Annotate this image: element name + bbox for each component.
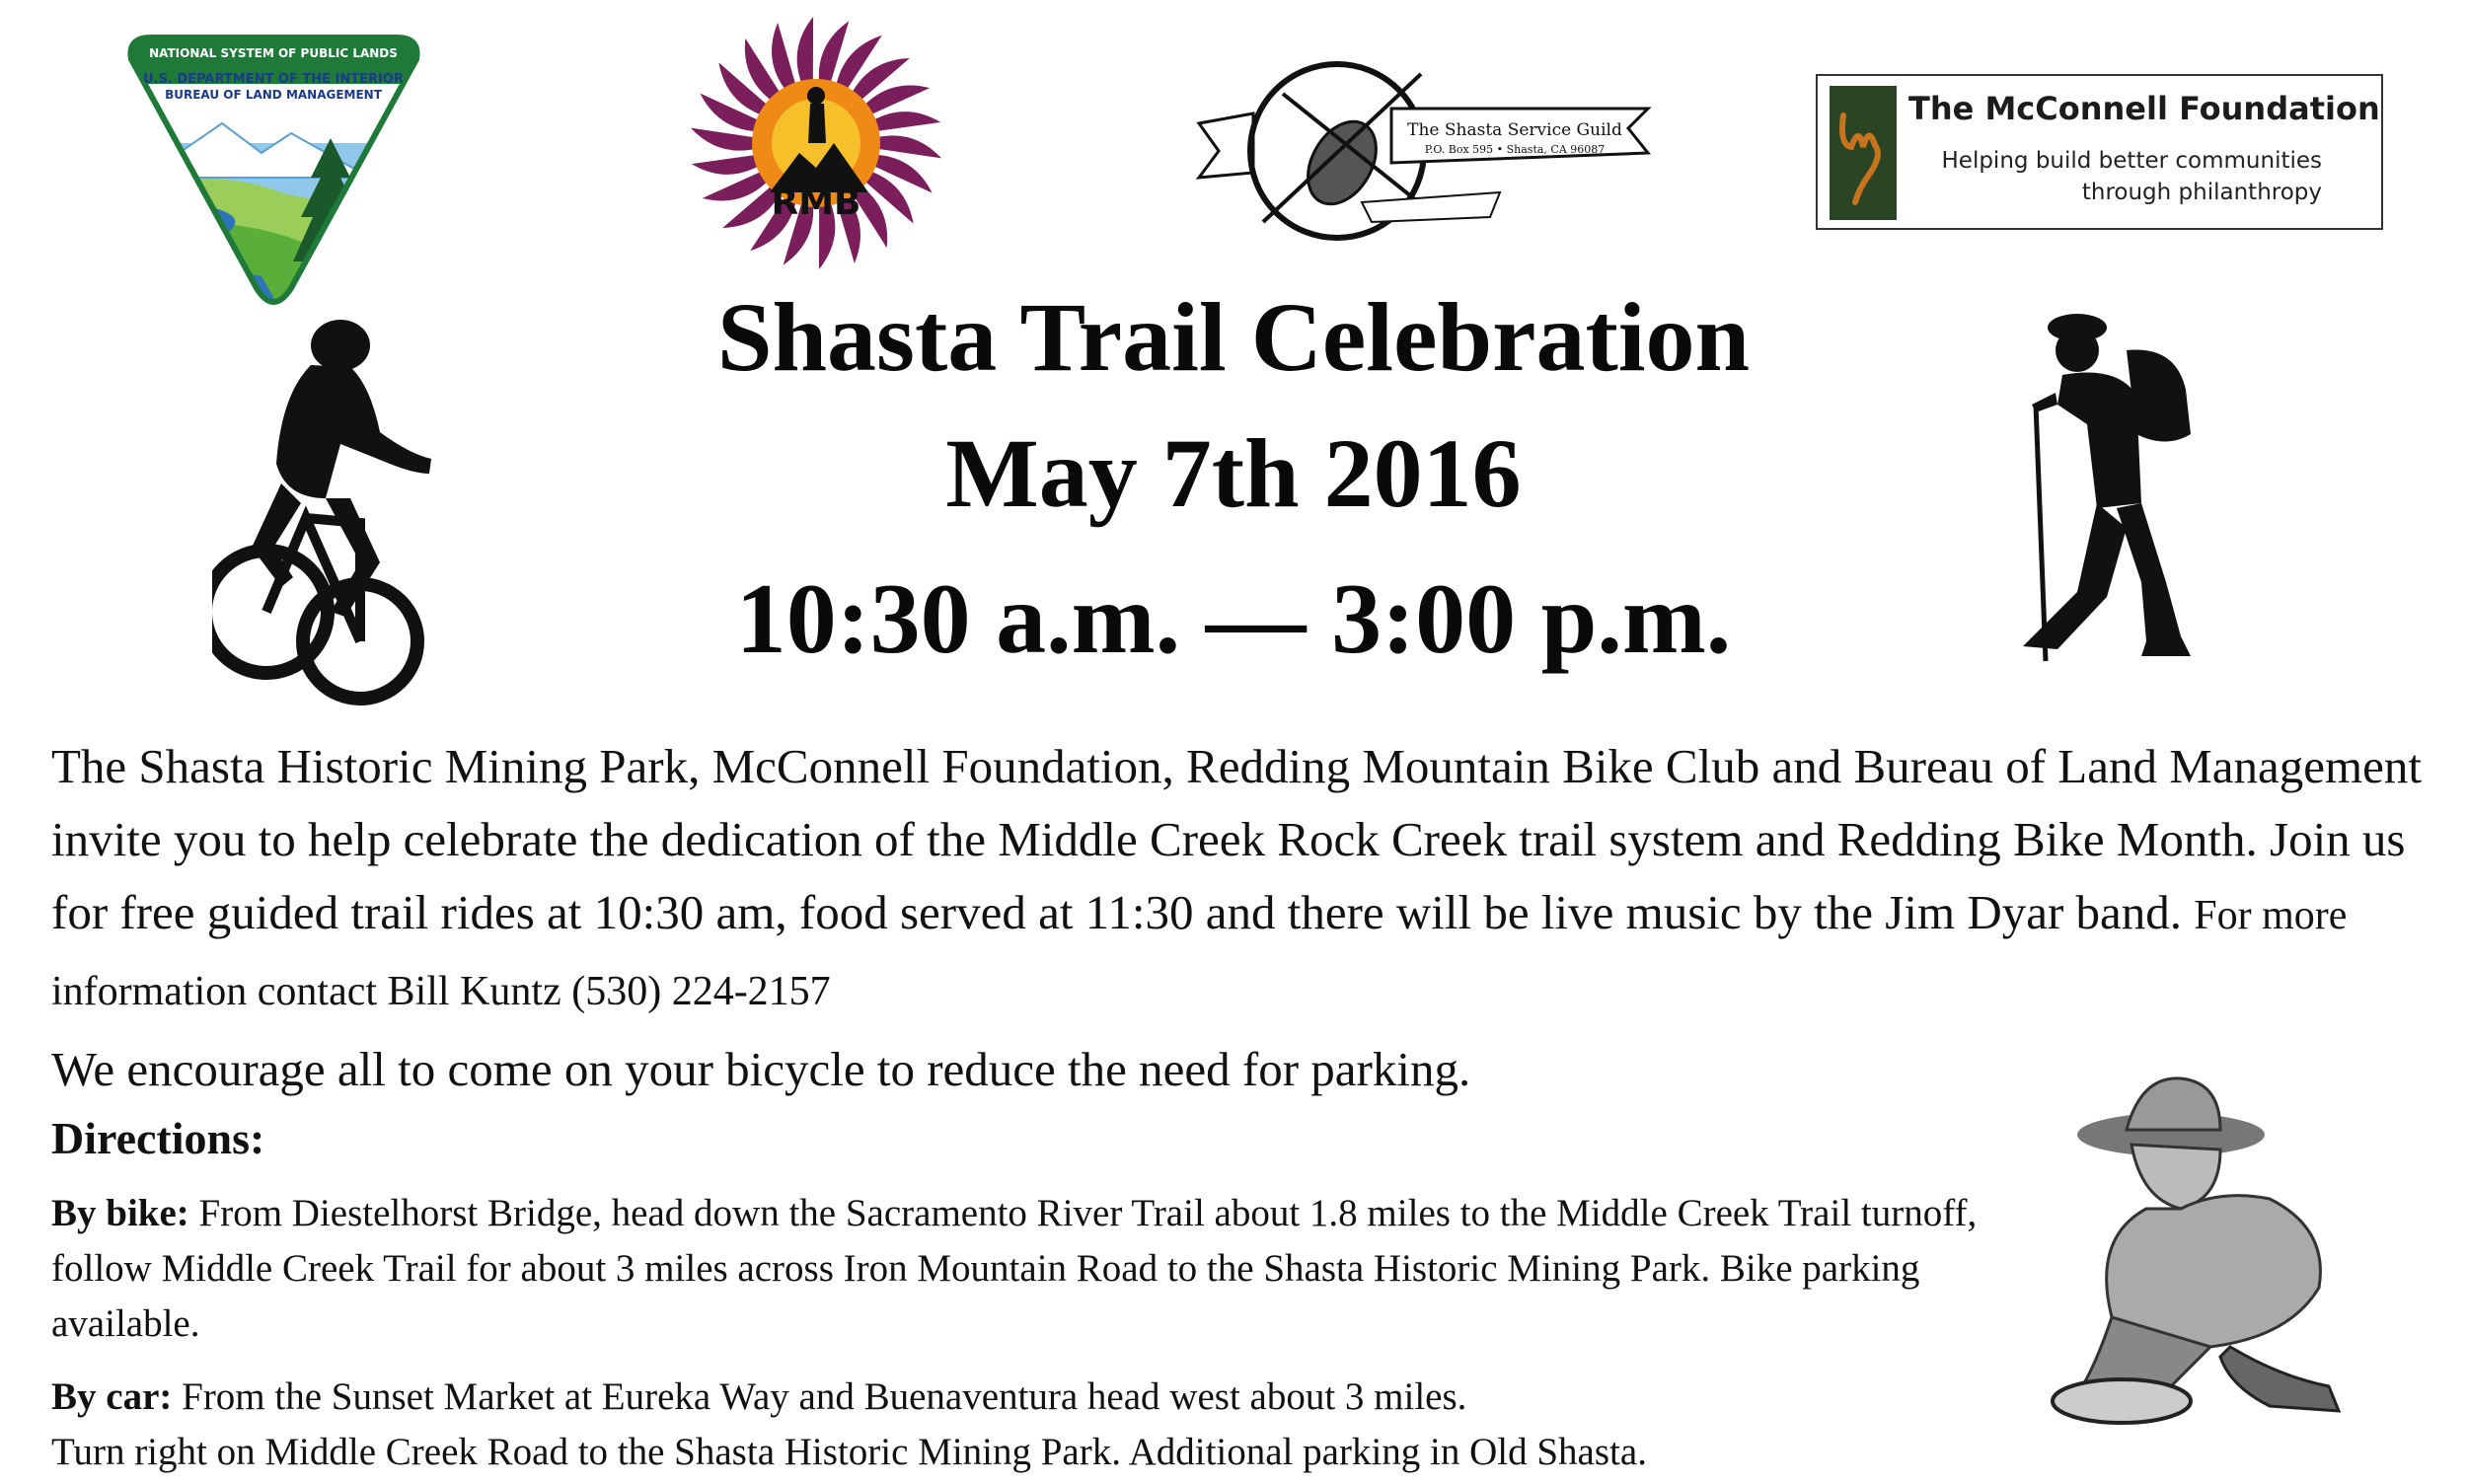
blm-line1: U.S. DEPARTMENT OF THE INTERIOR	[143, 72, 404, 87]
directions-heading: Directions:	[51, 1113, 265, 1163]
sun-ray	[703, 171, 770, 201]
mcconnell-tagline-1: Helping build better communities	[1941, 148, 2322, 174]
event-date: May 7th 2016	[945, 418, 1522, 528]
rmb-text: RMB	[771, 183, 861, 223]
event-title: Shasta Trail Celebration	[716, 282, 1751, 392]
car-directions	[51, 1370, 2015, 1480]
encourage-text: We encourage all to come on your bicycle to reduce the need for parking.	[51, 1042, 1471, 1096]
sun-ray	[772, 23, 796, 92]
sun-ray	[871, 111, 940, 131]
intro-paragraph	[51, 730, 2439, 1028]
sun-ray	[691, 128, 757, 151]
rmb-logo	[676, 5, 957, 281]
cyclist-illustration	[212, 316, 449, 710]
hiker-illustration	[2018, 306, 2225, 666]
mcconnell-tagline	[1942, 145, 2323, 208]
sun-ray	[862, 86, 930, 116]
intro-text: The Shasta Historic Mining Park, McConnell Foundation, Redding Mountain Bike Club and Bureau of Land Management invite you to help celebrate the dedication of the Middle Creek Rock Creek trail system and Redding Bike Month. Join us for free guided trail rides at 10:30 am, food served at 11:30 and there will be live music by the Jim Dyar band.	[51, 739, 2423, 939]
contact-info: For more information contact Bill Kuntz (530) 224-2157	[51, 893, 2348, 1014]
bike-directions-text: From Diestelhorst Bridge, head down the Sacramento River Trail about 1.8 miles to the Middle Creek Trail turnoff, follow Middle Creek Trail for about 3 miles across Iron Mountain Road to the Shasta Historic Mining Park. Bike parking available.	[51, 1192, 1978, 1345]
sun-ray	[875, 135, 941, 158]
blm-logo	[113, 30, 434, 311]
mcconnell-mark-icon	[1830, 86, 1897, 220]
mcconnell-tagline-2: through philanthropy	[2081, 180, 2322, 205]
guild-address: P.O. Box 595 • Shasta, CA 96087	[1424, 143, 1606, 156]
mcconnell-name: The McConnell Foundation	[1908, 90, 2380, 127]
shasta-service-guild-logo	[1194, 54, 1653, 247]
bike-directions	[51, 1186, 2015, 1352]
gold-miner-illustration	[2033, 1061, 2358, 1450]
sun-ray	[797, 17, 813, 86]
guild-name: The Shasta Service Guild	[1407, 120, 1622, 140]
car-label: By car:	[51, 1375, 173, 1418]
car-directions-text-2: Turn right on Middle Creek Road to the Shasta Historic Mining Park. Additional parking in Old Shasta.	[51, 1431, 1647, 1473]
mcconnell-foundation-logo	[1816, 74, 2383, 230]
sun-ray	[692, 155, 761, 175]
blm-top-text: NATIONAL SYSTEM OF PUBLIC LANDS	[149, 46, 398, 60]
bike-label: By bike:	[51, 1192, 189, 1234]
car-directions-text-1: From the Sunset Market at Eureka Way and Buenaventura head west about 3 miles.	[182, 1375, 1467, 1418]
event-time: 10:30 a.m. — 3:00 p.m.	[735, 563, 1732, 675]
blm-line2: BUREAU OF LAND MANAGEMENT	[165, 88, 382, 102]
